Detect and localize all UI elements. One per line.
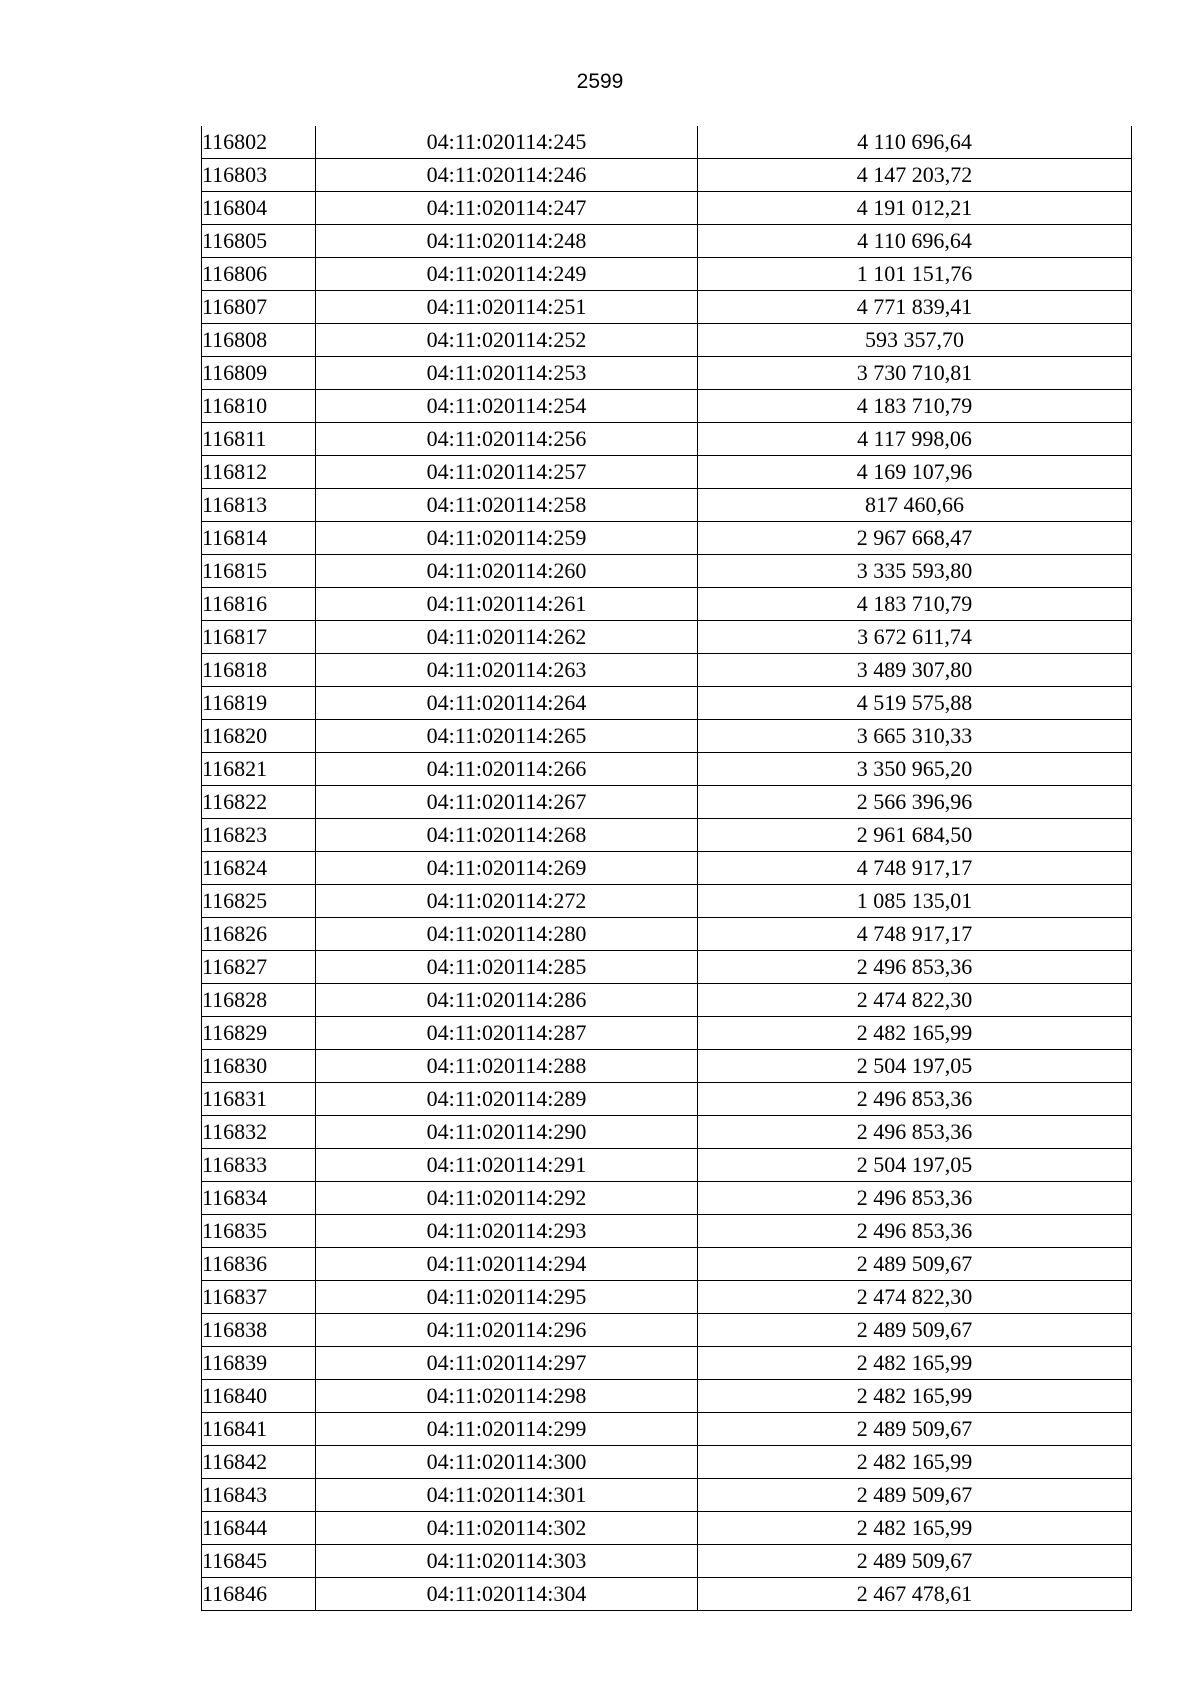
row-number-cell: 116807 bbox=[202, 291, 316, 324]
cadastral-value-cell: 4 191 012,21 bbox=[698, 192, 1132, 225]
row-number-cell: 116845 bbox=[202, 1545, 316, 1578]
cadastral-value-cell: 2 496 853,36 bbox=[698, 1083, 1132, 1116]
cadastral-number-cell: 04:11:020114:254 bbox=[316, 390, 698, 423]
table-row bbox=[202, 1116, 1132, 1149]
cadastral-value-cell: 4 748 917,17 bbox=[698, 852, 1132, 885]
row-number-cell: 116815 bbox=[202, 555, 316, 588]
cadastral-number-cell: 04:11:020114:300 bbox=[316, 1446, 698, 1479]
cadastral-value-cell: 4 183 710,79 bbox=[698, 588, 1132, 621]
cadastral-value-cell: 2 489 509,67 bbox=[698, 1413, 1132, 1446]
cadastral-value-cell: 3 335 593,80 bbox=[698, 555, 1132, 588]
cadastral-number-cell: 04:11:020114:263 bbox=[316, 654, 698, 687]
row-number-cell: 116843 bbox=[202, 1479, 316, 1512]
table-row bbox=[202, 1149, 1132, 1182]
cadastral-value-cell: 4 147 203,72 bbox=[698, 159, 1132, 192]
row-number-cell: 116834 bbox=[202, 1182, 316, 1215]
table-row bbox=[202, 951, 1132, 984]
row-number-cell: 116837 bbox=[202, 1281, 316, 1314]
cadastral-number-cell: 04:11:020114:264 bbox=[316, 687, 698, 720]
row-number-cell: 116811 bbox=[202, 423, 316, 456]
row-number-cell: 116803 bbox=[202, 159, 316, 192]
cadastral-value-cell: 817 460,66 bbox=[698, 489, 1132, 522]
cadastral-number-cell: 04:11:020114:296 bbox=[316, 1314, 698, 1347]
table-row bbox=[202, 522, 1132, 555]
cadastral-value-table bbox=[201, 126, 1132, 1611]
cadastral-number-cell: 04:11:020114:267 bbox=[316, 786, 698, 819]
cadastral-number-cell: 04:11:020114:256 bbox=[316, 423, 698, 456]
cadastral-value-cell: 4 110 696,64 bbox=[698, 225, 1132, 258]
cadastral-value-cell: 2 482 165,99 bbox=[698, 1380, 1132, 1413]
cadastral-number-cell: 04:11:020114:260 bbox=[316, 555, 698, 588]
cadastral-value-cell: 2 967 668,47 bbox=[698, 522, 1132, 555]
row-number-cell: 116842 bbox=[202, 1446, 316, 1479]
cadastral-number-cell: 04:11:020114:303 bbox=[316, 1545, 698, 1578]
table-row bbox=[202, 390, 1132, 423]
row-number-cell: 116828 bbox=[202, 984, 316, 1017]
table-row bbox=[202, 1446, 1132, 1479]
cadastral-value-cell: 4 519 575,88 bbox=[698, 687, 1132, 720]
table-row bbox=[202, 786, 1132, 819]
table-row bbox=[202, 225, 1132, 258]
table-row bbox=[202, 621, 1132, 654]
page-number: 2599 bbox=[576, 70, 624, 93]
table-row bbox=[202, 159, 1132, 192]
cadastral-value-cell: 3 489 307,80 bbox=[698, 654, 1132, 687]
cadastral-value-cell: 3 672 611,74 bbox=[698, 621, 1132, 654]
cadastral-number-cell: 04:11:020114:265 bbox=[316, 720, 698, 753]
cadastral-number-cell: 04:11:020114:298 bbox=[316, 1380, 698, 1413]
cadastral-number-cell: 04:11:020114:295 bbox=[316, 1281, 698, 1314]
table-row bbox=[202, 918, 1132, 951]
cadastral-number-cell: 04:11:020114:280 bbox=[316, 918, 698, 951]
cadastral-value-cell: 2 489 509,67 bbox=[698, 1479, 1132, 1512]
cadastral-number-cell: 04:11:020114:248 bbox=[316, 225, 698, 258]
cadastral-value-cell: 2 504 197,05 bbox=[698, 1050, 1132, 1083]
table-row bbox=[202, 456, 1132, 489]
row-number-cell: 116838 bbox=[202, 1314, 316, 1347]
row-number-cell: 116805 bbox=[202, 225, 316, 258]
cadastral-value-cell: 2 489 509,67 bbox=[698, 1248, 1132, 1281]
table-row bbox=[202, 192, 1132, 225]
cadastral-value-cell: 4 748 917,17 bbox=[698, 918, 1132, 951]
row-number-cell: 116841 bbox=[202, 1413, 316, 1446]
cadastral-number-cell: 04:11:020114:294 bbox=[316, 1248, 698, 1281]
cadastral-number-cell: 04:11:020114:266 bbox=[316, 753, 698, 786]
table-row bbox=[202, 984, 1132, 1017]
cadastral-number-cell: 04:11:020114:262 bbox=[316, 621, 698, 654]
row-number-cell: 116829 bbox=[202, 1017, 316, 1050]
table-row bbox=[202, 1182, 1132, 1215]
cadastral-value-cell: 2 482 165,99 bbox=[698, 1512, 1132, 1545]
table-row bbox=[202, 1347, 1132, 1380]
row-number-cell: 116812 bbox=[202, 456, 316, 489]
table-row bbox=[202, 1281, 1132, 1314]
cadastral-number-cell: 04:11:020114:249 bbox=[316, 258, 698, 291]
cadastral-number-cell: 04:11:020114:288 bbox=[316, 1050, 698, 1083]
table-row bbox=[202, 885, 1132, 918]
table-row bbox=[202, 852, 1132, 885]
cadastral-value-cell: 2 961 684,50 bbox=[698, 819, 1132, 852]
table-row bbox=[202, 1413, 1132, 1446]
row-number-cell: 116818 bbox=[202, 654, 316, 687]
row-number-cell: 116808 bbox=[202, 324, 316, 357]
table-row bbox=[202, 588, 1132, 621]
cadastral-number-cell: 04:11:020114:290 bbox=[316, 1116, 698, 1149]
table-row bbox=[202, 819, 1132, 852]
table-row bbox=[202, 324, 1132, 357]
cadastral-number-cell: 04:11:020114:261 bbox=[316, 588, 698, 621]
table-row bbox=[202, 1578, 1132, 1611]
cadastral-value-cell: 2 482 165,99 bbox=[698, 1347, 1132, 1380]
table-row bbox=[202, 753, 1132, 786]
row-number-cell: 116831 bbox=[202, 1083, 316, 1116]
table-row bbox=[202, 1479, 1132, 1512]
table-row bbox=[202, 1512, 1132, 1545]
cadastral-value-cell: 2 489 509,67 bbox=[698, 1314, 1132, 1347]
row-number-cell: 116839 bbox=[202, 1347, 316, 1380]
cadastral-number-cell: 04:11:020114:304 bbox=[316, 1578, 698, 1611]
table-row bbox=[202, 687, 1132, 720]
cadastral-value-cell: 2 496 853,36 bbox=[698, 951, 1132, 984]
cadastral-value-cell: 2 482 165,99 bbox=[698, 1446, 1132, 1479]
row-number-cell: 116846 bbox=[202, 1578, 316, 1611]
table-row bbox=[202, 555, 1132, 588]
cadastral-number-cell: 04:11:020114:285 bbox=[316, 951, 698, 984]
row-number-cell: 116840 bbox=[202, 1380, 316, 1413]
cadastral-value-cell: 4 117 998,06 bbox=[698, 423, 1132, 456]
cadastral-number-cell: 04:11:020114:247 bbox=[316, 192, 698, 225]
table-row bbox=[202, 126, 1132, 159]
cadastral-number-cell: 04:11:020114:287 bbox=[316, 1017, 698, 1050]
row-number-cell: 116827 bbox=[202, 951, 316, 984]
table-row bbox=[202, 357, 1132, 390]
cadastral-value-cell: 2 496 853,36 bbox=[698, 1116, 1132, 1149]
cadastral-number-cell: 04:11:020114:293 bbox=[316, 1215, 698, 1248]
cadastral-number-cell: 04:11:020114:253 bbox=[316, 357, 698, 390]
table-row bbox=[202, 1017, 1132, 1050]
cadastral-number-cell: 04:11:020114:299 bbox=[316, 1413, 698, 1446]
cadastral-value-cell: 1 101 151,76 bbox=[698, 258, 1132, 291]
table-row bbox=[202, 489, 1132, 522]
row-number-cell: 116809 bbox=[202, 357, 316, 390]
cadastral-number-cell: 04:11:020114:289 bbox=[316, 1083, 698, 1116]
cadastral-number-cell: 04:11:020114:286 bbox=[316, 984, 698, 1017]
cadastral-value-cell: 3 730 710,81 bbox=[698, 357, 1132, 390]
cadastral-number-cell: 04:11:020114:259 bbox=[316, 522, 698, 555]
cadastral-number-cell: 04:11:020114:269 bbox=[316, 852, 698, 885]
cadastral-value-cell: 3 665 310,33 bbox=[698, 720, 1132, 753]
row-number-cell: 116822 bbox=[202, 786, 316, 819]
cadastral-value-cell: 2 474 822,30 bbox=[698, 1281, 1132, 1314]
table-row bbox=[202, 720, 1132, 753]
table-row bbox=[202, 1248, 1132, 1281]
cadastral-value-cell: 593 357,70 bbox=[698, 324, 1132, 357]
row-number-cell: 116830 bbox=[202, 1050, 316, 1083]
row-number-cell: 116835 bbox=[202, 1215, 316, 1248]
row-number-cell: 116810 bbox=[202, 390, 316, 423]
cadastral-number-cell: 04:11:020114:297 bbox=[316, 1347, 698, 1380]
row-number-cell: 116833 bbox=[202, 1149, 316, 1182]
row-number-cell: 116825 bbox=[202, 885, 316, 918]
cadastral-value-cell: 2 474 822,30 bbox=[698, 984, 1132, 1017]
cadastral-number-cell: 04:11:020114:301 bbox=[316, 1479, 698, 1512]
cadastral-value-cell: 4 771 839,41 bbox=[698, 291, 1132, 324]
cadastral-number-cell: 04:11:020114:258 bbox=[316, 489, 698, 522]
cadastral-value-cell: 2 467 478,61 bbox=[698, 1578, 1132, 1611]
row-number-cell: 116802 bbox=[202, 126, 316, 159]
table-row bbox=[202, 1083, 1132, 1116]
cadastral-value-cell: 2 504 197,05 bbox=[698, 1149, 1132, 1182]
row-number-cell: 116814 bbox=[202, 522, 316, 555]
row-number-cell: 116813 bbox=[202, 489, 316, 522]
cadastral-number-cell: 04:11:020114:252 bbox=[316, 324, 698, 357]
row-number-cell: 116806 bbox=[202, 258, 316, 291]
table-row bbox=[202, 1380, 1132, 1413]
cadastral-value-cell: 4 169 107,96 bbox=[698, 456, 1132, 489]
table-row bbox=[202, 1314, 1132, 1347]
row-number-cell: 116824 bbox=[202, 852, 316, 885]
row-number-cell: 116844 bbox=[202, 1512, 316, 1545]
cadastral-number-cell: 04:11:020114:291 bbox=[316, 1149, 698, 1182]
cadastral-value-cell: 4 183 710,79 bbox=[698, 390, 1132, 423]
row-number-cell: 116820 bbox=[202, 720, 316, 753]
cadastral-value-cell: 2 496 853,36 bbox=[698, 1182, 1132, 1215]
row-number-cell: 116821 bbox=[202, 753, 316, 786]
cadastral-number-cell: 04:11:020114:246 bbox=[316, 159, 698, 192]
cadastral-value-cell: 2 489 509,67 bbox=[698, 1545, 1132, 1578]
table-row bbox=[202, 423, 1132, 456]
cadastral-number-cell: 04:11:020114:272 bbox=[316, 885, 698, 918]
cadastral-number-cell: 04:11:020114:302 bbox=[316, 1512, 698, 1545]
cadastral-number-cell: 04:11:020114:257 bbox=[316, 456, 698, 489]
table-row bbox=[202, 1545, 1132, 1578]
cadastral-value-cell: 2 496 853,36 bbox=[698, 1215, 1132, 1248]
row-number-cell: 116826 bbox=[202, 918, 316, 951]
row-number-cell: 116832 bbox=[202, 1116, 316, 1149]
cadastral-value-cell: 4 110 696,64 bbox=[698, 126, 1132, 159]
cadastral-number-cell: 04:11:020114:245 bbox=[316, 126, 698, 159]
cadastral-number-cell: 04:11:020114:251 bbox=[316, 291, 698, 324]
table-body bbox=[202, 126, 1132, 1611]
cadastral-value-cell: 2 566 396,96 bbox=[698, 786, 1132, 819]
table-row bbox=[202, 1050, 1132, 1083]
table-row bbox=[202, 258, 1132, 291]
cadastral-value-cell: 2 482 165,99 bbox=[698, 1017, 1132, 1050]
row-number-cell: 116817 bbox=[202, 621, 316, 654]
cadastral-number-cell: 04:11:020114:268 bbox=[316, 819, 698, 852]
row-number-cell: 116836 bbox=[202, 1248, 316, 1281]
table-row bbox=[202, 654, 1132, 687]
cadastral-value-cell: 3 350 965,20 bbox=[698, 753, 1132, 786]
row-number-cell: 116816 bbox=[202, 588, 316, 621]
cadastral-value-cell: 1 085 135,01 bbox=[698, 885, 1132, 918]
cadastral-number-cell: 04:11:020114:292 bbox=[316, 1182, 698, 1215]
table-row bbox=[202, 1215, 1132, 1248]
row-number-cell: 116804 bbox=[202, 192, 316, 225]
table-row bbox=[202, 291, 1132, 324]
row-number-cell: 116823 bbox=[202, 819, 316, 852]
row-number-cell: 116819 bbox=[202, 687, 316, 720]
